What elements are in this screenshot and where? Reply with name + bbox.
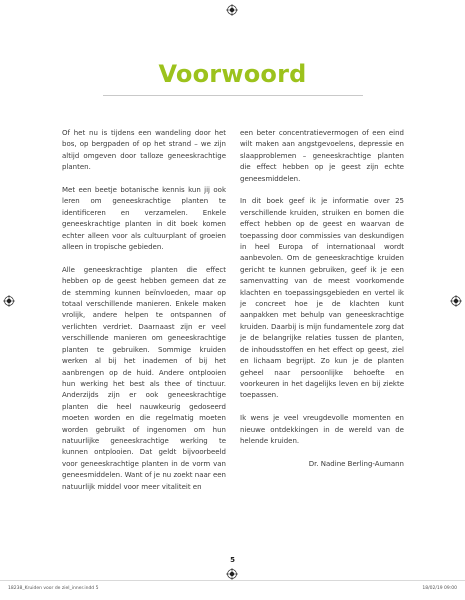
slug-divider xyxy=(0,580,465,581)
text-column-left xyxy=(62,128,226,504)
paragraph: Met een beetje botanische kennis kun jij ook leren om geneeskrachtige planten te identificeren en verzamelen. Enkele geneeskrachtige planten in dit boek komen echter alleen voor als cultuurplant of groeien alleen in tropische gebieden. xyxy=(62,186,226,252)
paragraph: Ik wens je veel vreugdevolle momenten en nieuwe ontdekkingen in de wereld van de helende kruiden. xyxy=(240,414,404,445)
text-column-right xyxy=(240,128,404,482)
paragraph: een beter concentratievermogen of een eind wilt maken aan angstgevoelens, depressie en slaapproblemen – geneeskrachtige planten die effect hebben op je geest zijn echte geneesmiddelen. xyxy=(240,129,404,183)
page-title: Voorwoord xyxy=(158,60,307,88)
registration-mark-bottom-icon xyxy=(226,568,238,580)
registration-mark-top-icon xyxy=(226,4,238,16)
page-number: 5 xyxy=(230,556,235,564)
registration-mark-left-icon xyxy=(3,295,15,307)
slug-datetime: 18/02/19 09:00 xyxy=(422,586,457,591)
title-divider xyxy=(103,95,363,96)
paragraph: In dit boek geef ik je informatie over 25 verschillende kruiden, struiken en bomen die effect hebben op de geest en waarvan de toepassing door commissies van deskundigen in heel Europa of internationaal wordt aanbevolen. Om de geneeskrachtige kruiden gericht te kunnen gebruiken, geef ik je een samenvatting van de meest voorkomende klachten en toepassingsgebieden en vertel ik je concreet hoe je de klachten kunt aanpakken met behulp van geneeskrachtige kruiden. Daarbij is mijn fundamentele zorg dat je de belangrijke relaties tussen de planten, de inhoudsstoffen en het effect op geest, ziel en lichaam begrijpt. Zo kun je de planten geheel naar persoonlijke behoefte en voorkeuren in het dagelijks leven en bij ziekte toepassen. xyxy=(240,197,404,400)
slug-file-info: 18238_Kruiden voor de ziel_inner.indd 5 xyxy=(8,586,99,591)
registration-mark-right-icon xyxy=(450,295,462,307)
paragraph: Alle geneeskrachtige planten die effect hebben op de geest hebben gemeen dat ze de stemming kunnen beïnvloeden, maar op totaal verschillende manieren. Enkele maken vrolijk, andere helpen te ontspannen of verlichten verdriet. Daarnaast zijn er veel verschillende manieren om geneeskrachtige planten te gebruiken. Sommige kruiden werken al bij het inademen of bij het aanbrengen op de huid. Andere ontplooien hun werking het best als thee of tinctuur. Anderzijds zijn er ook geneeskrachtige planten die heel nauwkeurig gedoseerd moeten worden en die regelmatig moeten worden gebruikt of ingenomen om hun natuurlijke geneeskrachtige werking te kunnen ontplooien. Dat geldt bijvoorbeeld voor geneeskrachtige planten in de vorm van geneesmiddelen. Want of je nu zoekt naar een natuurlijk middel voor meer vitaliteit en xyxy=(62,265,226,491)
paragraph: Of het nu is tijdens een wandeling door het bos, op bergpaden of op het strand – we zijn altijd omgeven door talloze geneeskrachtige planten. xyxy=(62,129,226,172)
author-signature: Dr. Nadine Berling-Aumann xyxy=(308,459,404,468)
